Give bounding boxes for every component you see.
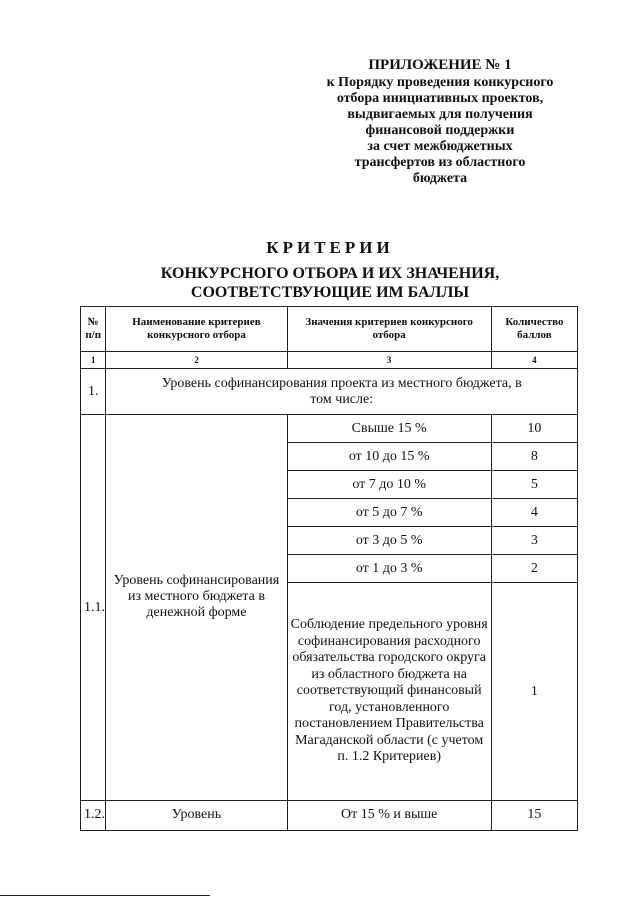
appendix-line: за счет межбюджетных: [367, 139, 513, 154]
criterion-points: 15: [491, 801, 577, 831]
appendix-title: ПРИЛОЖЕНИЕ № 1: [368, 57, 512, 73]
appendix-line: бюджета: [412, 171, 468, 186]
header-criterion-name: Наименование критериев конкурсного отбора: [106, 307, 287, 352]
column-number: 1: [81, 352, 106, 369]
row-number: 1.: [81, 369, 106, 415]
appendix-header: [300, 57, 580, 187]
column-numbers-row: [81, 352, 578, 369]
criterion-points: 8: [491, 443, 577, 471]
criterion-value: Соблюдение предельного уровня софинансирования расходного обязательства городского округа из областного бюджета на соответствующий финансовый год, установленного постановлением Правительства Магаданской области (с учетом п. 1.2 Критериев): [287, 583, 491, 801]
column-number: 4: [491, 352, 577, 369]
criterion-points: 5: [491, 471, 577, 499]
row-text: Уровень софинансирования проекта из местного бюджета, в том числе:: [106, 369, 578, 415]
row-number: 1.1.: [81, 415, 106, 801]
criterion-value: от 7 до 10 %: [287, 471, 491, 499]
criterion-value: Свыше 15 %: [287, 415, 491, 443]
criterion-value: от 1 до 3 %: [287, 555, 491, 583]
header-number: № п/п: [81, 307, 106, 352]
criterion-points: 2: [491, 555, 577, 583]
criterion-points: 1: [491, 583, 577, 801]
criterion-points: 3: [491, 527, 577, 555]
criterion-points: 4: [491, 499, 577, 527]
title-line-3: СООТВЕТСТВУЮЩИЕ ИМ БАЛЛЫ: [190, 284, 470, 301]
title-line-2: КОНКУРСНОГО ОТБОРА И ИХ ЗНАЧЕНИЯ,: [160, 265, 500, 282]
criteria-table: [80, 306, 578, 831]
criterion-name: Уровень: [106, 801, 287, 831]
footer-divider: [0, 895, 210, 896]
criterion-value: от 5 до 7 %: [287, 499, 491, 527]
header-criterion-values: Значения критериев конкурсного отбора: [287, 307, 491, 352]
criterion-points: 10: [491, 415, 577, 443]
criterion-value: от 10 до 15 %: [287, 443, 491, 471]
table-row: [81, 415, 578, 443]
header-points: Количество баллов: [491, 307, 577, 352]
appendix-line: выдвигаемых для получения: [347, 107, 533, 122]
table-row: [81, 369, 578, 415]
document-title: [80, 238, 580, 302]
appendix-line: трансфертов из областного: [354, 155, 526, 170]
column-number: 2: [106, 352, 287, 369]
table-header-row: [81, 307, 578, 352]
appendix-line: отбора инициативных проектов,: [336, 91, 544, 106]
appendix-line: к Порядку проведения конкурсного: [326, 75, 554, 90]
criterion-name: Уровень софинансирования из местного бюджета в денежной форме: [106, 415, 287, 801]
row-number: 1.2.: [81, 801, 106, 831]
appendix-line: финансовой поддержки: [365, 123, 515, 138]
criterion-value: от 3 до 5 %: [287, 527, 491, 555]
table-row: [81, 801, 578, 831]
column-number: 3: [287, 352, 491, 369]
criterion-value: От 15 % и выше: [287, 801, 491, 831]
title-criteria: КРИТЕРИИ: [266, 238, 394, 257]
